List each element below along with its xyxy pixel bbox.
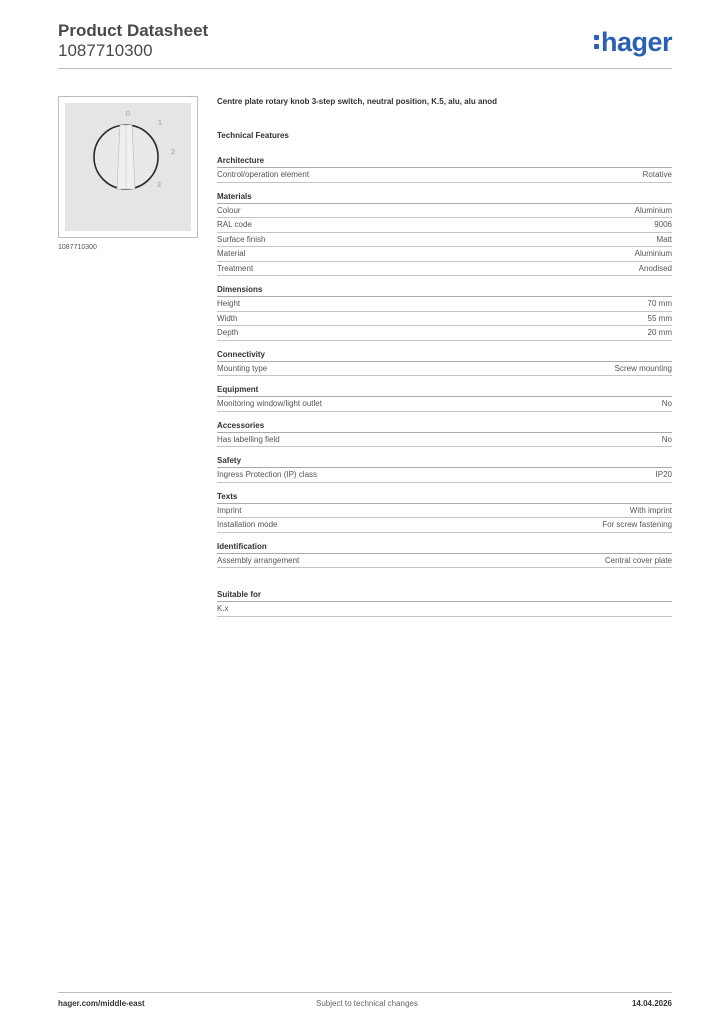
section-title: Texts: [217, 491, 672, 504]
document-title: Product Datasheet: [58, 21, 209, 40]
feature-value: 20 mm: [647, 328, 672, 337]
article-number: 1087710300: [58, 41, 153, 60]
product-title: Centre plate rotary knob 3-step switch, neutral position, K.5, alu, alu anod: [217, 97, 498, 106]
feature-value: Matt: [656, 234, 672, 244]
feature-label: Depth: [217, 328, 239, 337]
feature-label: Mounting type: [217, 363, 268, 373]
feature-row: [217, 433, 672, 448]
logo-text: hager: [600, 27, 672, 57]
section-title: Dimensions: [217, 284, 672, 297]
feature-row: [217, 362, 672, 377]
footer-date: 14.04.2026: [631, 999, 672, 1008]
feature-row: [217, 312, 672, 327]
feature-value: No: [661, 434, 672, 444]
dial-label-2: 2: [171, 149, 175, 156]
feature-label: Ingress Protection (IP) class: [217, 470, 318, 479]
product-image: [58, 96, 198, 238]
section-dimensions: [217, 284, 672, 341]
suitable-for-item: K.x: [217, 604, 229, 613]
feature-value: 55 mm: [647, 313, 672, 323]
section-title: Safety: [217, 455, 672, 468]
document-header: [58, 21, 208, 61]
feature-row: [217, 247, 672, 262]
feature-row: [217, 233, 672, 248]
section-safety: [217, 455, 672, 483]
section-architecture: [217, 155, 672, 183]
logo-colon-icon: [594, 34, 600, 50]
section-title: Materials: [217, 191, 672, 204]
feature-label: Has labelling field: [217, 434, 280, 444]
feature-label: RAL code: [217, 220, 252, 229]
footer-divider: [58, 992, 672, 993]
section-title: Equipment: [217, 384, 672, 397]
feature-label: Imprint: [217, 505, 242, 515]
section-accessories: [217, 420, 672, 448]
suitable-for-section: [217, 589, 672, 617]
header-divider: [58, 68, 672, 69]
image-caption: 1087710300: [58, 244, 97, 251]
feature-row: [217, 518, 672, 533]
feature-value: IP20: [655, 470, 672, 479]
feature-row: [217, 204, 672, 219]
feature-label: Control/operation element: [217, 170, 310, 179]
section-connectivity: [217, 349, 672, 377]
feature-value: Aluminium: [634, 205, 672, 215]
feature-row: [217, 297, 672, 312]
hager-logo: [594, 28, 672, 56]
feature-label: Material: [217, 249, 246, 258]
cover-plate: [65, 103, 191, 231]
feature-value: For screw fastening: [602, 520, 672, 529]
rotary-knob-icon: [65, 103, 191, 231]
feature-label: Width: [217, 313, 238, 323]
section-texts: [217, 491, 672, 533]
feature-label: Monitoring window/light outlet: [217, 399, 322, 408]
feature-value: 9006: [654, 220, 672, 229]
feature-label: Surface finish: [217, 234, 266, 244]
feature-value: Aluminium: [634, 249, 672, 258]
feature-sections: [217, 155, 672, 568]
feature-value: Anodised: [638, 263, 672, 273]
feature-row: [217, 554, 672, 569]
footer-notice: Subject to technical changes: [316, 999, 418, 1008]
feature-row: [217, 262, 672, 277]
suitable-for-title: Suitable for: [217, 589, 672, 602]
dial-label-1: 1: [158, 120, 162, 127]
feature-label: Colour: [217, 205, 241, 215]
feature-label: Treatment: [217, 263, 254, 273]
section-title: Architecture: [217, 155, 672, 168]
feature-value: Central cover plate: [604, 555, 672, 565]
feature-value: With imprint: [629, 505, 672, 515]
feature-label: Installation mode: [217, 520, 278, 529]
section-identification: [217, 541, 672, 569]
feature-value: 70 mm: [647, 299, 672, 308]
feature-row: [217, 397, 672, 412]
feature-label: Assembly arrangement: [217, 555, 300, 565]
footer-website: hager.com/middle-east: [58, 999, 145, 1008]
section-equipment: [217, 384, 672, 412]
feature-row: [217, 504, 672, 519]
feature-value: No: [661, 399, 672, 408]
feature-value: Rotative: [642, 170, 672, 179]
section-title: Connectivity: [217, 349, 672, 362]
feature-row: [217, 326, 672, 341]
feature-row: [217, 468, 672, 483]
datasheet-content: [217, 96, 672, 625]
feature-row: [217, 168, 672, 183]
section-materials: [217, 191, 672, 277]
feature-label: Height: [217, 299, 241, 308]
technical-features-title: Technical Features: [217, 131, 289, 140]
section-title: Identification: [217, 541, 672, 554]
feature-value: Screw mounting: [614, 363, 672, 373]
section-title: Accessories: [217, 420, 672, 433]
suitable-for-row: [217, 602, 672, 617]
dial-label-3: 3: [157, 182, 161, 189]
feature-row: [217, 218, 672, 233]
dial-label-0: 0: [126, 111, 130, 118]
